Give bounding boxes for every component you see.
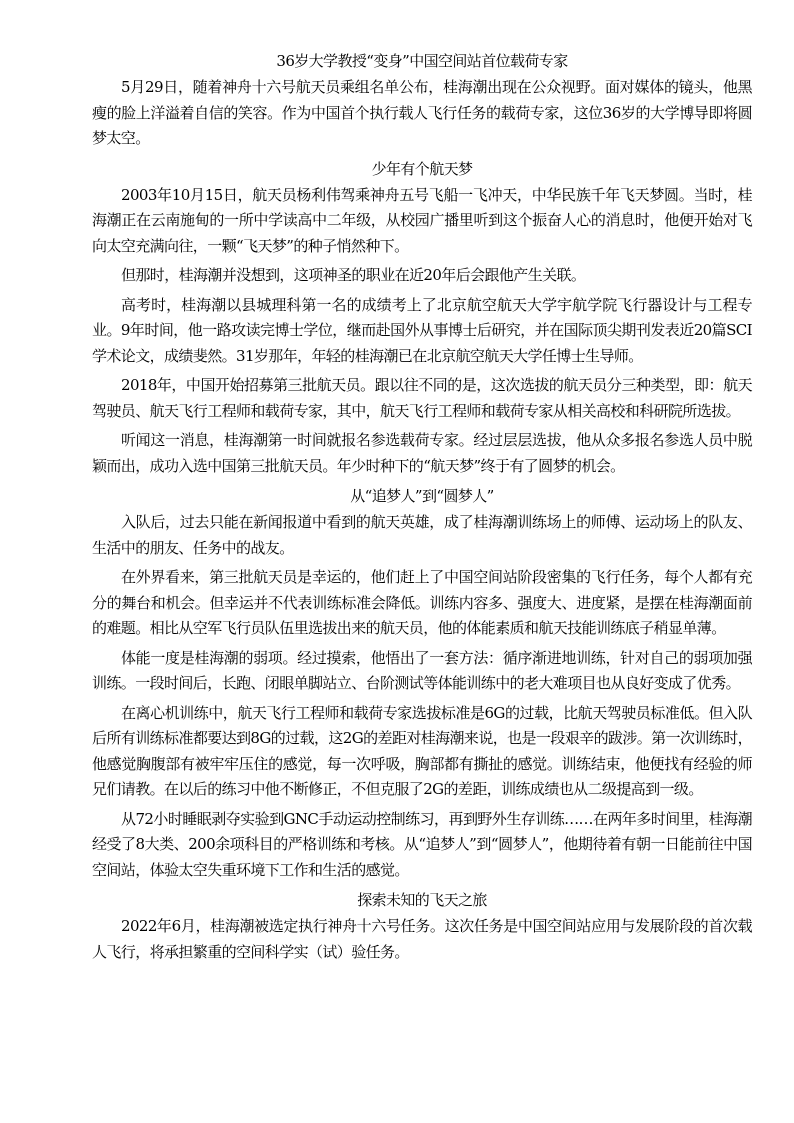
- paragraph: 听闻这一消息，桂海潮第一时间就报名参选载荷专家。经过层层选拔，他从众多报名参选人员中脱颖而出，成功入选中国第三批航天员。年少时种下的“航天梦”终于有了圆梦的机会。: [92, 431, 752, 475]
- paragraph: 在外界看来，第三批航天员是幸运的，他们赶上了中国空间站阶段密集的飞行任务，每个人都有充分的舞台和机会。但幸运并不代表训练标准会降低。训练内容多、强度大、进度紧，是摆在桂海潮面前的难题。相比从空军飞行员队伍里选拔出来的航天员，他的体能素质和航天技能训练底子稍显单薄。: [92, 568, 752, 637]
- document-page: [92, 48, 752, 969]
- section-heading-2: 从“追梦人”到“圆梦人”: [350, 487, 494, 505]
- paragraph: 从72小时睡眠剥夺实验到GNC手动运动控制练习，再到野外生存训练……在两年多时间里，桂海潮经受了8大类、200余项科目的严格训练和考核。从“追梦人”到“圆梦人”，他期待着有朝一日能前往中国空间站，体验太空失重环境下工作和生活的感觉。: [92, 809, 752, 879]
- paragraph: 体能一度是桂海潮的弱项。经过摸索，他悟出了一套方法：循序渐进地训练，针对自己的弱项加强训练。一段时间后，长跑、闭眼单脚站立、台阶测试等体能训练中的老大难项目也从良好变成了优秀。: [92, 648, 752, 692]
- section-heading-3: 探索未知的飞天之旅: [357, 891, 487, 909]
- paragraph: 高考时，桂海潮以县城理科第一名的成绩考上了北京航空航天大学宇航学院飞行器设计与工程专业。9年时间，他一路攻读完博士学位，继而赴国外从事博士后研究，并在国际顶尖期刊发表近20篇SCI学术论文，成绩斐然。31岁那年，年轻的桂海潮已在北京航空航天大学任博士生导师。: [92, 295, 752, 365]
- article-title: 36岁大学教授“变身”中国空间站首位载荷专家: [276, 52, 568, 70]
- paragraph: 2018年，中国开始招募第三批航天员。跟以往不同的是，这次选拔的航天员分三种类型，即：航天驾驶员、航天飞行工程师和载荷专家，其中，航天飞行工程师和载荷专家从相关高校和科研院所选拔。: [92, 376, 752, 420]
- paragraph: 但那时，桂海潮并没想到，这项神圣的职业在近20年后会跟他产生关联。: [121, 266, 586, 284]
- intro-paragraph: 5月29日，随着神舟十六号航天员乘组名单公布，桂海潮出现在公众视野。面对媒体的镜头，他黑瘦的脸上洋溢着自信的笑容。作为中国首个执行载人飞行任务的载荷专家，这位36岁的大学博导即将圆梦太空。: [92, 78, 752, 147]
- paragraph: 2022年6月，桂海潮被选定执行神舟十六号任务。这次任务是中国空间站应用与发展阶段的首次载人飞行，将承担繁重的空间科学实（试）验任务。: [92, 917, 752, 961]
- paragraph: 2003年10月15日，航天员杨利伟驾乘神舟五号飞船一飞冲天，中华民族千年飞天梦圆。当时，桂海潮正在云南施甸的一所中学读高中二年级，从校园广播里听到这个振奋人心的消息时，他便开始对飞向太空充满向往，一颗“飞天梦”的种子悄然种下。: [92, 185, 752, 255]
- paragraph: 在离心机训练中，航天飞行工程师和载荷专家选拔标准是6G的过载，比航天驾驶员标准低。但入队后所有训练标准都要达到8G的过载，这2G的差距对桂海潮来说，也是一段艰辛的跋涉。第一次训练时，他感觉胸腹部有被牢牢压住的感觉，每一次呼吸，胸部都有撕扯的感觉。训练结束，他便找有经验的师兄们请教。在以后的练习中他不断修正，不但克服了2G的差距，训练成绩也从二级提高到一级。: [92, 703, 752, 798]
- paragraph: 入队后，过去只能在新闻报道中看到的航天英雄，成了桂海潮训练场上的师傅、运动场上的队友、生活中的朋友、任务中的战友。: [92, 513, 752, 557]
- section-heading-1: 少年有个航天梦: [371, 159, 473, 178]
